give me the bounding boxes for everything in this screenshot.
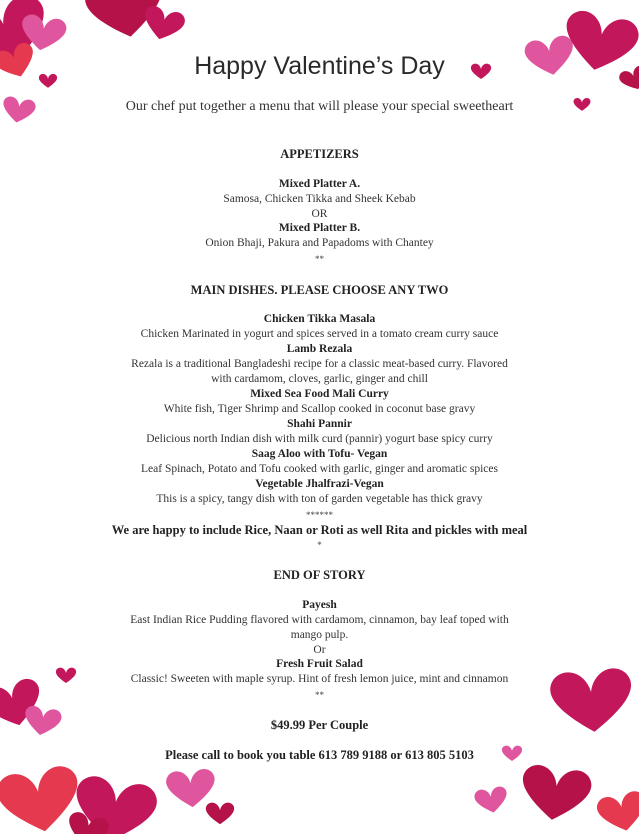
menu-item-description: with cardamom, cloves, garlic, ginger and chill [211,373,428,385]
separator: ** [315,690,324,700]
menu-item-name: Fresh Fruit Salad [276,658,363,670]
page-title: Happy Valentine’s Day [194,52,445,80]
section-heading-mains: MAIN DISHES. PLEASE CHOOSE ANY TWO [190,283,449,297]
section-heading-desserts: END OF STORY [273,568,366,582]
menu-item-description: White fish, Tiger Shrimp and Scallop cooked in coconut base gravy [163,403,476,415]
menu-item-description: Classic! Sweeten with maple syrup. Hint of fresh lemon juice, mint and cinnamon [130,673,509,685]
menu-item-name: Chicken Tikka Masala [263,313,376,325]
separator: ** [315,254,324,264]
or-divider: Or [313,644,326,656]
included-sides-note: We are happy to include Rice, Naan or Roti as well Rita and pickles with meal [111,523,528,537]
menu-item-name: Lamb Rezala [286,343,353,355]
page-subtitle: Our chef put together a menu that will please your special sweetheart [125,99,514,114]
menu-item-name: Shahi Pannir [287,418,352,430]
menu-item-description: Onion Bhaji, Pakura and Papadoms with Chantey [205,237,434,249]
menu-item-description: This is a spicy, tangy dish with ton of garden vegetable has thick gravy [156,493,483,505]
menu-item-description: Rezala is a traditional Bangladeshi recipe for a classic meat-based curry. Flavored [131,358,508,370]
or-divider: OR [311,208,328,220]
menu-item-description: East Indian Rice Pudding flavored with cardamom, cinnamon, bay leaf toped with [130,614,509,626]
menu-item-name: Saag Aloo with Tofu- Vegan [251,448,388,460]
menu-item-name: Mixed Platter A. [278,178,361,190]
section-heading-appetizers: APPETIZERS [280,147,359,161]
booking-phone-line: Please call to book you table 613 789 9188 or 613 805 5103 [165,748,474,762]
menu-item-name: Payesh [302,599,337,611]
separator: ****** [306,510,333,520]
menu-item-description: Delicious north Indian dish with milk curd (pannir) yogurt base spicy curry [146,433,493,445]
menu-item-description: Samosa, Chicken Tikka and Sheek Kebab [223,193,416,205]
menu-item-name: Mixed Sea Food Mali Curry [250,388,389,400]
price-label: $49.99 Per Couple [270,718,369,732]
separator: * [317,540,322,550]
menu-item-description: Leaf Spinach, Potato and Tofu cooked with garlic, ginger and aromatic spices [141,463,498,475]
menu-item-description: mango pulp. [290,629,349,641]
menu-item-name: Vegetable Jhalfrazi-Vegan [255,478,384,490]
menu-item-name: Mixed Platter B. [278,222,361,234]
menu-item-description: Chicken Marinated in yogurt and spices served in a tomato cream curry sauce [140,328,499,340]
